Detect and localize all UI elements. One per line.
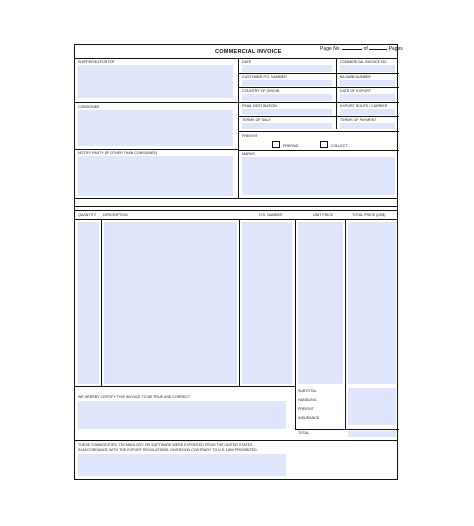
final-destination-label: FINAL DESTINATION <box>242 104 277 108</box>
top-section-divider <box>238 58 239 199</box>
terms-payment-label: TERMS OF PAYMENT <box>340 118 377 122</box>
date-export-label: DATE OF EXPORT <box>340 89 372 93</box>
bl-awb-field[interactable] <box>340 80 395 86</box>
terms-payment-field[interactable] <box>340 123 395 129</box>
footer-line-2: IN ACCORDANCE WITH THE EXPORT REGULATIONS. DIVERSION CONTRARY TO U.S. LAW PROHIBITED. <box>78 448 258 452</box>
description-header: DESCRIPTION <box>103 213 128 217</box>
totals-field[interactable] <box>348 388 396 425</box>
total-field[interactable] <box>348 431 396 437</box>
date-export-field[interactable] <box>340 94 395 101</box>
total-label: TOTAL <box>298 431 310 435</box>
insurance-label: INSURANCE <box>298 416 320 420</box>
right-inner-divider <box>336 58 337 129</box>
customer-po-label: CUSTOMER P.O. NUMBER <box>242 75 287 79</box>
divider <box>75 210 397 211</box>
divider <box>75 386 295 387</box>
total-price-field[interactable] <box>348 222 396 384</box>
of-label: of <box>363 46 368 52</box>
customer-po-field[interactable] <box>242 80 332 86</box>
notify-party-label: NOTIFY PARTY (IF OTHER THAN CONSIGNEE) <box>78 151 158 155</box>
footer-signature-field[interactable] <box>78 454 286 476</box>
export-route-label: EXPORT ROUTE / CARRIER <box>340 104 388 108</box>
page-number <box>320 46 403 52</box>
description-field[interactable] <box>104 222 237 384</box>
final-destination-field[interactable] <box>242 109 332 115</box>
divider <box>75 102 238 103</box>
consignee-label: CONSIGNEE <box>78 105 100 109</box>
quantity-field[interactable] <box>78 222 99 384</box>
certify-statement: WE HEREBY CERTIFY THIS INVOICE TO BE TRUE AND CORRECT <box>78 395 191 399</box>
export-route-field[interactable] <box>340 109 395 115</box>
unit-price-field[interactable] <box>298 222 343 384</box>
commercial-invoice-form <box>74 44 403 480</box>
invoice-no-label: COMMERCIAL INVOICE NO. <box>340 60 388 64</box>
divider <box>75 440 397 441</box>
country-origin-field[interactable] <box>242 94 332 101</box>
pages-label: Pages <box>388 46 403 52</box>
footer-line-1: THESE COMMODITIES, TECHNOLOGY OR SOFTWARE WERE EXPORTED FROM THE UNITED STATES <box>78 443 253 447</box>
signature-field[interactable] <box>78 401 286 429</box>
unit-price-header: UNIT PRICE <box>313 213 334 217</box>
date-label: DATE <box>242 60 252 64</box>
freight-total-label: FREIGHT <box>298 407 314 411</box>
consignee-field[interactable] <box>78 110 233 146</box>
invoice-no-field[interactable] <box>340 65 395 72</box>
terms-sale-field[interactable] <box>242 123 332 129</box>
column-divider <box>239 219 240 386</box>
collect-checkbox[interactable] <box>320 141 328 148</box>
hs-number-header: H.S. NUMBER <box>259 213 283 217</box>
bl-awb-label: B/L/AWB NUMBER <box>340 75 372 79</box>
marks-field[interactable] <box>242 157 395 195</box>
divider <box>238 131 399 132</box>
column-divider <box>345 219 346 429</box>
page-label: Page No. <box>320 46 341 52</box>
divider <box>75 206 397 207</box>
handling-label: HANDLING <box>298 398 317 402</box>
column-divider <box>295 219 296 429</box>
divider <box>238 150 399 151</box>
terms-sale-label: TERMS OF SALE <box>242 118 271 122</box>
quantity-header: QUANTITY <box>78 213 97 217</box>
subtotal-label: SUBTOTAL <box>298 389 317 393</box>
column-divider <box>101 219 102 386</box>
notify-party-field[interactable] <box>78 156 233 196</box>
prepaid-checkbox[interactable] <box>272 141 280 148</box>
form-title: COMMERCIAL INVOICE <box>215 49 282 55</box>
total-price-header: TOTAL PRICE (US$) <box>352 213 386 217</box>
date-field[interactable] <box>242 65 332 72</box>
collect-label: COLLECT <box>331 144 348 148</box>
prepaid-label: PREPAID <box>283 144 299 148</box>
freight-label: FREIGHT <box>242 134 258 138</box>
hs-number-field[interactable] <box>242 222 292 384</box>
divider <box>75 198 397 199</box>
shipper-field[interactable] <box>78 65 233 98</box>
shipper-label: SHIPPER/EXPORTER <box>78 60 115 64</box>
marks-label: MARKS <box>242 152 255 156</box>
divider <box>75 219 397 220</box>
country-origin-label: COUNTRY OF ORIGIN <box>242 89 280 93</box>
